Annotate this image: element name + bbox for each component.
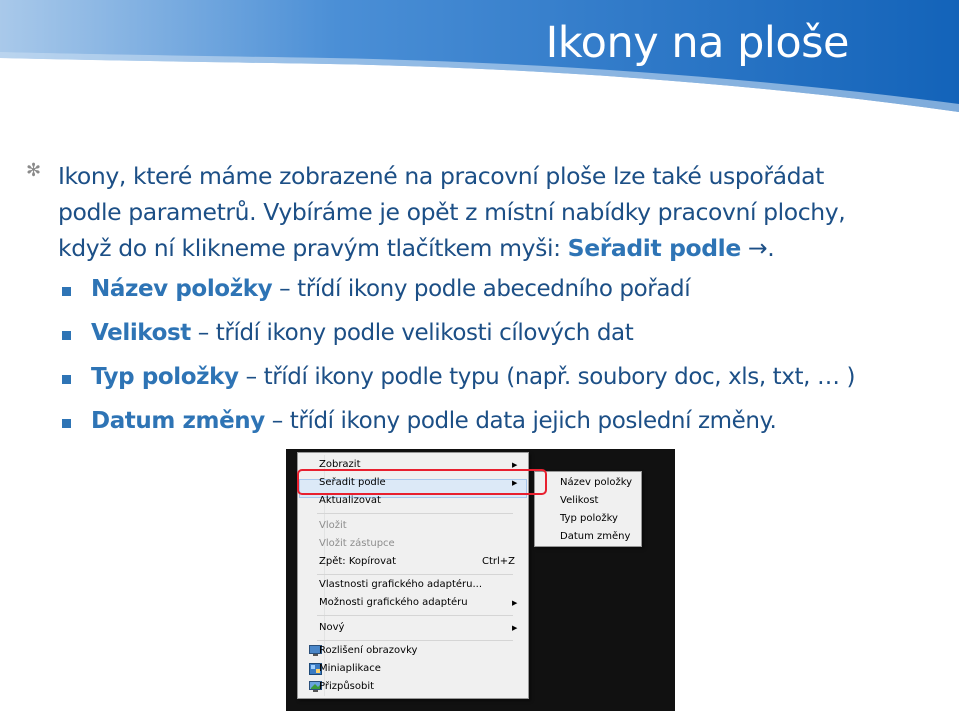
undo-shortcut: Ctrl+Z xyxy=(482,556,516,567)
submenu-item-datum[interactable]: Datum změny xyxy=(560,531,631,542)
menu-item-novy[interactable]: Nový xyxy=(319,622,345,633)
intro-tail: →. xyxy=(740,234,775,262)
menu-item-zobrazit[interactable]: Zobrazit xyxy=(319,459,361,470)
bullet-desc: – třídí ikony podle velikosti cílových dat xyxy=(190,320,634,346)
submenu-item-typ[interactable]: Typ položky xyxy=(560,513,618,524)
menu-separator xyxy=(317,513,513,514)
submenu-arrow-icon: ▶ xyxy=(512,461,518,469)
slide-title: Ikony na ploše xyxy=(545,18,849,68)
submenu-item-nazev[interactable]: Název položky xyxy=(560,477,633,488)
menu-separator xyxy=(317,615,513,616)
bullet-term: Velikost xyxy=(91,320,191,346)
square-bullet-icon xyxy=(62,375,71,384)
intro-highlight: Seřadit podle xyxy=(567,234,741,262)
intro-line-3 xyxy=(58,230,948,266)
bullet-desc: – třídí ikony podle typu (např. soubory doc, xls, txt, … ) xyxy=(238,364,856,390)
title-banner xyxy=(0,0,959,112)
bullet-term: Typ položky xyxy=(91,364,239,390)
menu-item-moznosti-adapteru[interactable]: Možnosti grafického adaptéru xyxy=(319,597,468,608)
submenu-item-velikost[interactable]: Velikost xyxy=(560,495,599,506)
bullet-term: Datum změny xyxy=(91,408,265,434)
submenu-arrow-icon: ▶ xyxy=(512,599,518,607)
intro-paragraph xyxy=(58,158,948,266)
bullet-term: Název položky xyxy=(91,276,273,302)
bullet-desc: – třídí ikony podle data jejich poslední změny. xyxy=(264,408,777,434)
bullet-item-size xyxy=(91,320,951,346)
bullet-item-name xyxy=(91,276,951,302)
intro-line-3-text: když do ní klikneme pravým tlačítkem myši: xyxy=(58,234,568,262)
menu-item-zpet-kopirovat[interactable]: Zpět: Kopírovat xyxy=(319,556,397,567)
intro-line-2: podle parametrů. Vybíráme je opět z místní nabídky pracovní plochy, xyxy=(58,198,846,226)
menu-item-prizpusobit[interactable]: Přizpůsobit xyxy=(319,681,375,692)
menu-item-rozliseni[interactable]: Rozlišení obrazovky xyxy=(319,645,418,656)
menu-item-miniaplikace[interactable]: Miniaplikace xyxy=(319,663,381,674)
bullet-item-date xyxy=(91,408,951,434)
square-bullet-icon xyxy=(62,331,71,340)
menu-item-seradit-podle[interactable]: Seřadit podle xyxy=(319,477,386,488)
menu-item-vlozit: Vložit xyxy=(319,520,347,531)
menu-item-vlastnosti-adapteru[interactable]: Vlastnosti grafického adaptéru... xyxy=(319,579,483,590)
submenu-arrow-icon: ▶ xyxy=(512,624,518,632)
menu-separator xyxy=(317,640,513,641)
intro-line-1: Ikony, které máme zobrazené na pracovní ploše lze také uspořádat xyxy=(58,162,824,190)
red-highlight-frame xyxy=(297,469,547,495)
square-bullet-icon xyxy=(62,419,71,428)
menu-separator xyxy=(317,574,513,575)
menu-item-aktualizovat[interactable]: Aktualizovat xyxy=(319,495,381,506)
square-bullet-icon xyxy=(62,287,71,296)
bullet-item-type xyxy=(91,364,951,390)
submenu-arrow-icon: ▶ xyxy=(512,479,518,487)
bullet-desc: – třídí ikony podle abecedního pořadí xyxy=(272,276,691,302)
menu-item-vlozit-zastupce: Vložit zástupce xyxy=(319,538,395,549)
star-bullet-icon: ✻ xyxy=(26,160,42,181)
